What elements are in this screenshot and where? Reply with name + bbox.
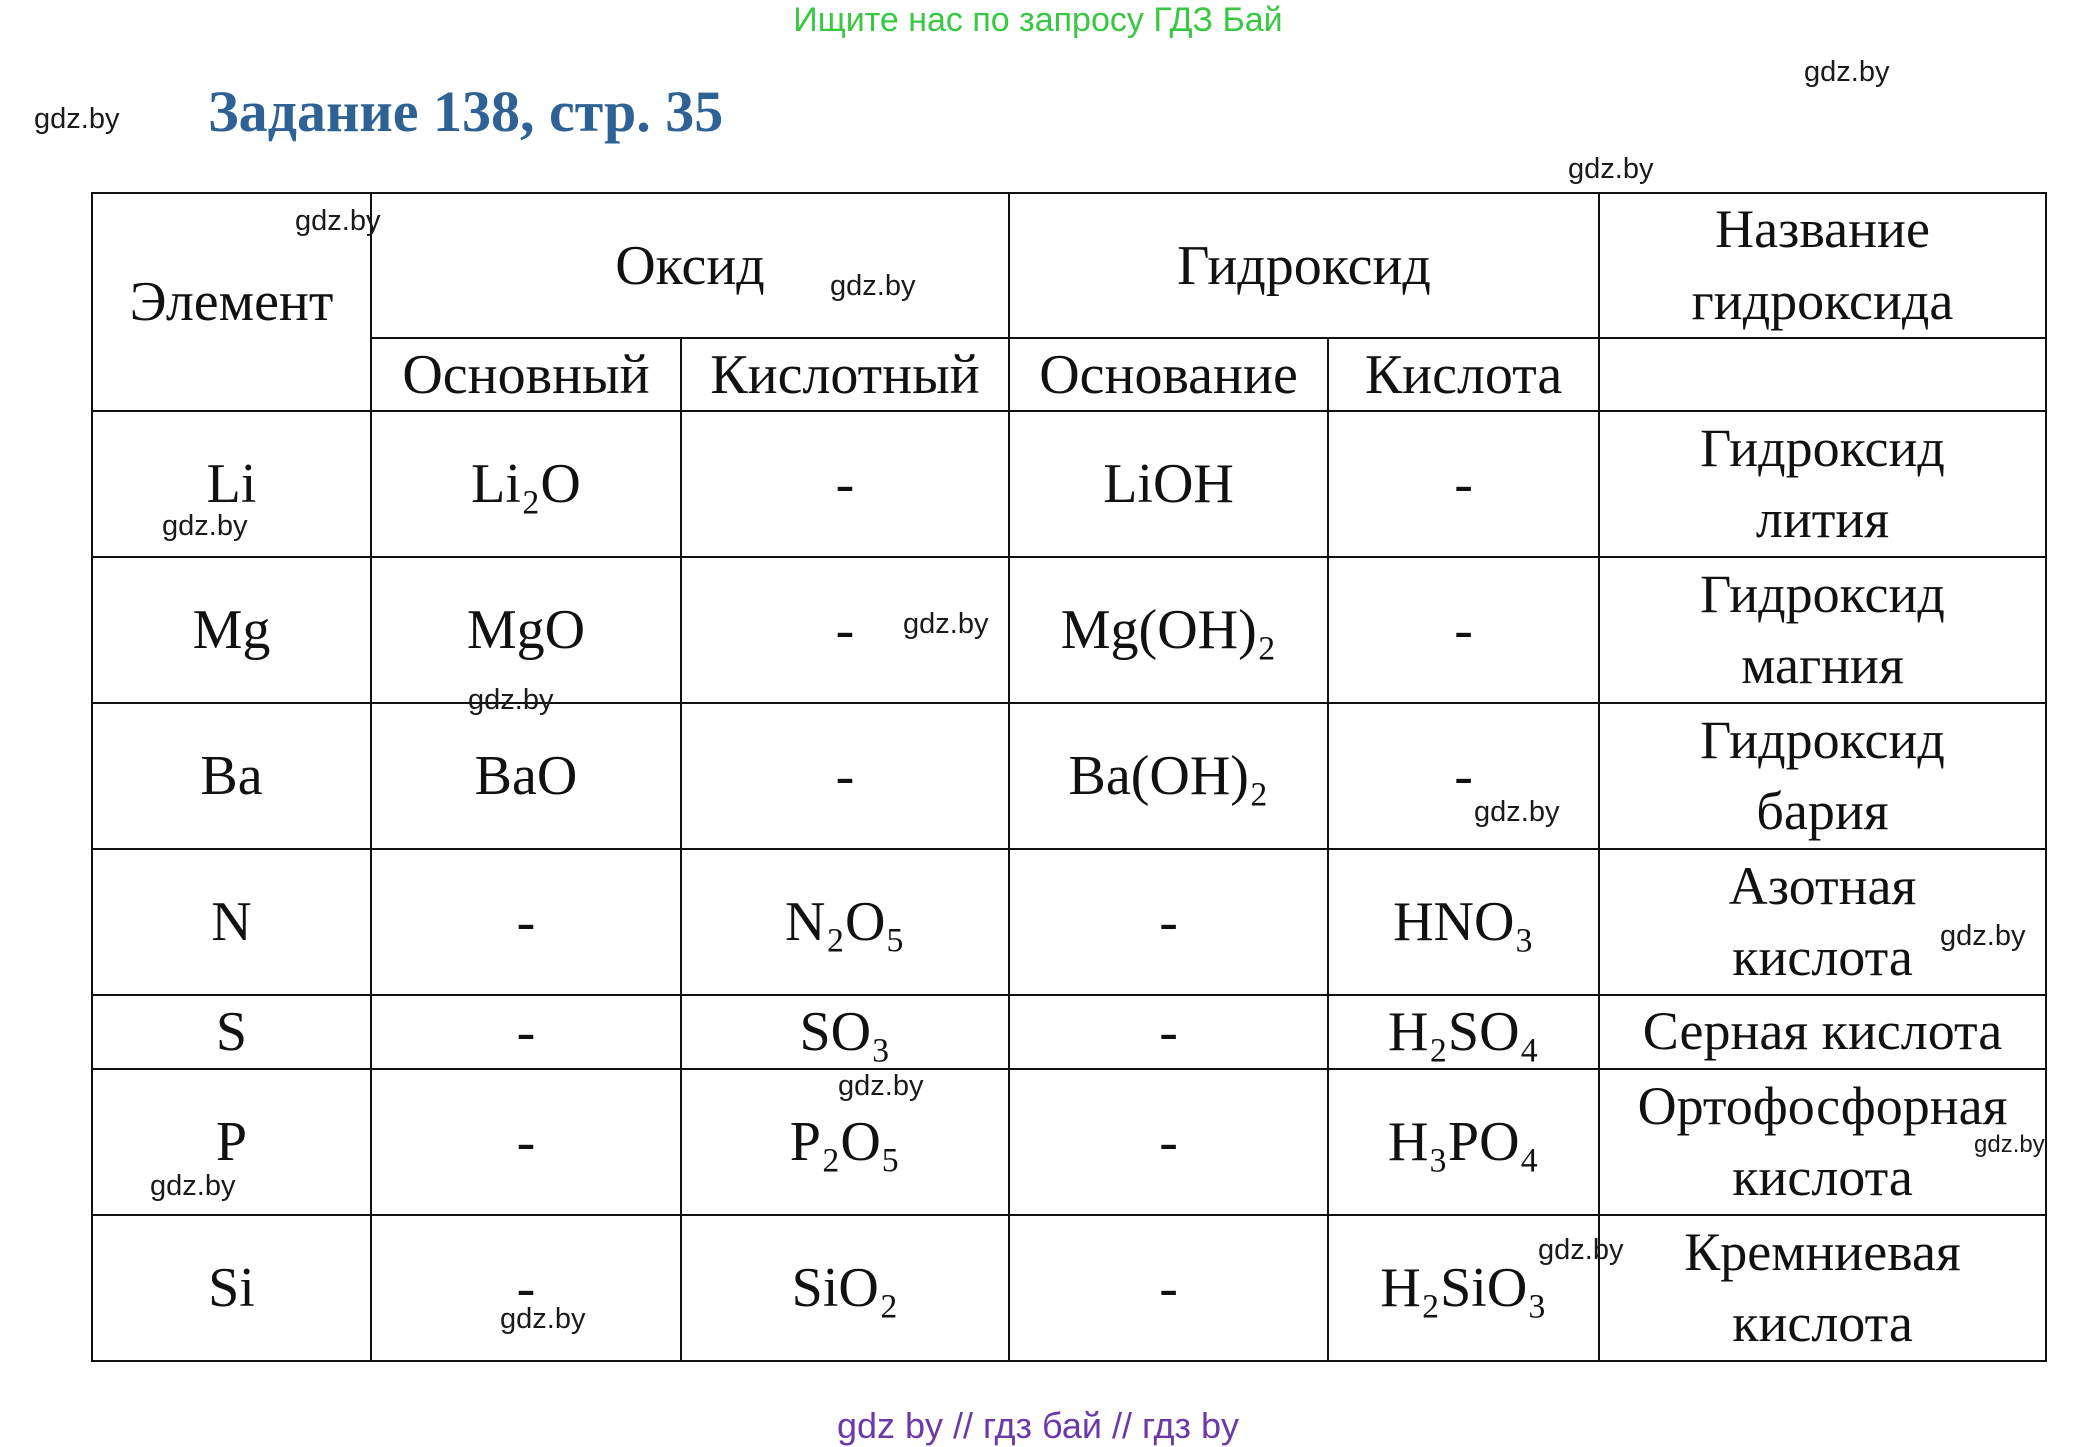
cell-basic-oxide: - (371, 995, 681, 1069)
cell-acid: - (1328, 557, 1599, 703)
cell-acidic-oxide: SiO₂ (681, 1215, 1009, 1361)
watermark: gdz.by (295, 205, 381, 237)
cell-hydroxide-name: Гидроксид магния (1599, 557, 2046, 703)
watermark: gdz.by (1538, 1234, 1624, 1266)
header-base: Основание (1009, 338, 1328, 411)
cell-acid: - (1328, 703, 1599, 849)
cell-acidic-oxide: - (681, 557, 1009, 703)
header-element: Элемент (92, 193, 371, 411)
cell-acidic-oxide: - (681, 703, 1009, 849)
watermark: gdz.by (150, 1170, 236, 1202)
cell-element: Si (92, 1215, 371, 1361)
cell-hydroxide-name: Ортофосфорная кислота (1599, 1069, 2046, 1215)
cell-basic-oxide: MgO (371, 557, 681, 703)
watermark: gdz.by (1804, 56, 1890, 88)
cell-acidic-oxide: - (681, 411, 1009, 557)
watermark: gdz.by (162, 510, 248, 542)
cell-base: Mg(OH)₂ (1009, 557, 1328, 703)
chemistry-table (91, 192, 2047, 1362)
cell-acidic-oxide: P₂O₅ (681, 1069, 1009, 1215)
watermark: gdz.by (500, 1303, 586, 1335)
cell-hydroxide-name: Гидроксид бария (1599, 703, 2046, 849)
header-empty-cell (1599, 338, 2046, 411)
cell-acidic-oxide: N₂O₅ (681, 849, 1009, 995)
cell-base: - (1009, 1069, 1328, 1215)
cell-element: S (92, 995, 371, 1069)
cell-base: Ba(OH)₂ (1009, 703, 1328, 849)
header-basic: Основный (371, 338, 681, 411)
cell-base: LiOH (1009, 411, 1328, 557)
cell-acid: HNO₃ (1328, 849, 1599, 995)
cell-basic-oxide: Li₂O (371, 411, 681, 557)
cell-base: - (1009, 849, 1328, 995)
cell-basic-oxide: - (371, 849, 681, 995)
cell-base: - (1009, 995, 1328, 1069)
cell-acid: H₃PO₄ (1328, 1069, 1599, 1215)
promo-banner: Ищите нас по запросу ГДЗ Бай (793, 1, 1283, 39)
cell-element: Li (92, 411, 371, 557)
cell-acidic-oxide: SO₃ (681, 995, 1009, 1069)
cell-element: Mg (92, 557, 371, 703)
header-hydroxide: Гидроксид (1009, 193, 1599, 338)
watermark: gdz.by (1474, 796, 1560, 828)
cell-hydroxide-name: Гидроксид лития (1599, 411, 2046, 557)
watermark: gdz.by (903, 608, 989, 640)
cell-acid: - (1328, 411, 1599, 557)
cell-element: Ba (92, 703, 371, 849)
cell-basic-oxide: BaO (371, 703, 681, 849)
cell-element: P (92, 1069, 371, 1215)
header-oxide: Оксид (371, 193, 1009, 338)
watermark: gdz.by (838, 1070, 924, 1102)
watermark: gdz.by (1940, 920, 2026, 952)
watermark: gdz.by (34, 103, 120, 135)
cell-acid: H₂SiO₃ (1328, 1215, 1599, 1361)
cell-hydroxide-name: Азотная кислота (1599, 849, 2046, 995)
footer-links: gdz by // гдз бай // гдз by (836, 1405, 1240, 1446)
header-acid: Кислота (1328, 338, 1599, 411)
cell-hydroxide-name: Кремниевая кислота (1599, 1215, 2046, 1361)
cell-base: - (1009, 1215, 1328, 1361)
cell-hydroxide-name: Серная кислота (1599, 995, 2046, 1069)
watermark: gdz.by (830, 270, 916, 302)
page-title: Задание 138, стр. 35 (208, 79, 724, 144)
header-acidic: Кислотный (681, 338, 1009, 411)
cell-element: N (92, 849, 371, 995)
cell-acid: H₂SO₄ (1328, 995, 1599, 1069)
cell-basic-oxide: - (371, 1069, 681, 1215)
cell-basic-oxide: - (371, 1215, 681, 1361)
header-hydroxide-name: Название гидроксида (1599, 193, 2046, 338)
watermark: gdz.by (468, 684, 554, 716)
watermark: gdz.by (1568, 153, 1654, 185)
watermark: gdz.by (1974, 1131, 2045, 1158)
